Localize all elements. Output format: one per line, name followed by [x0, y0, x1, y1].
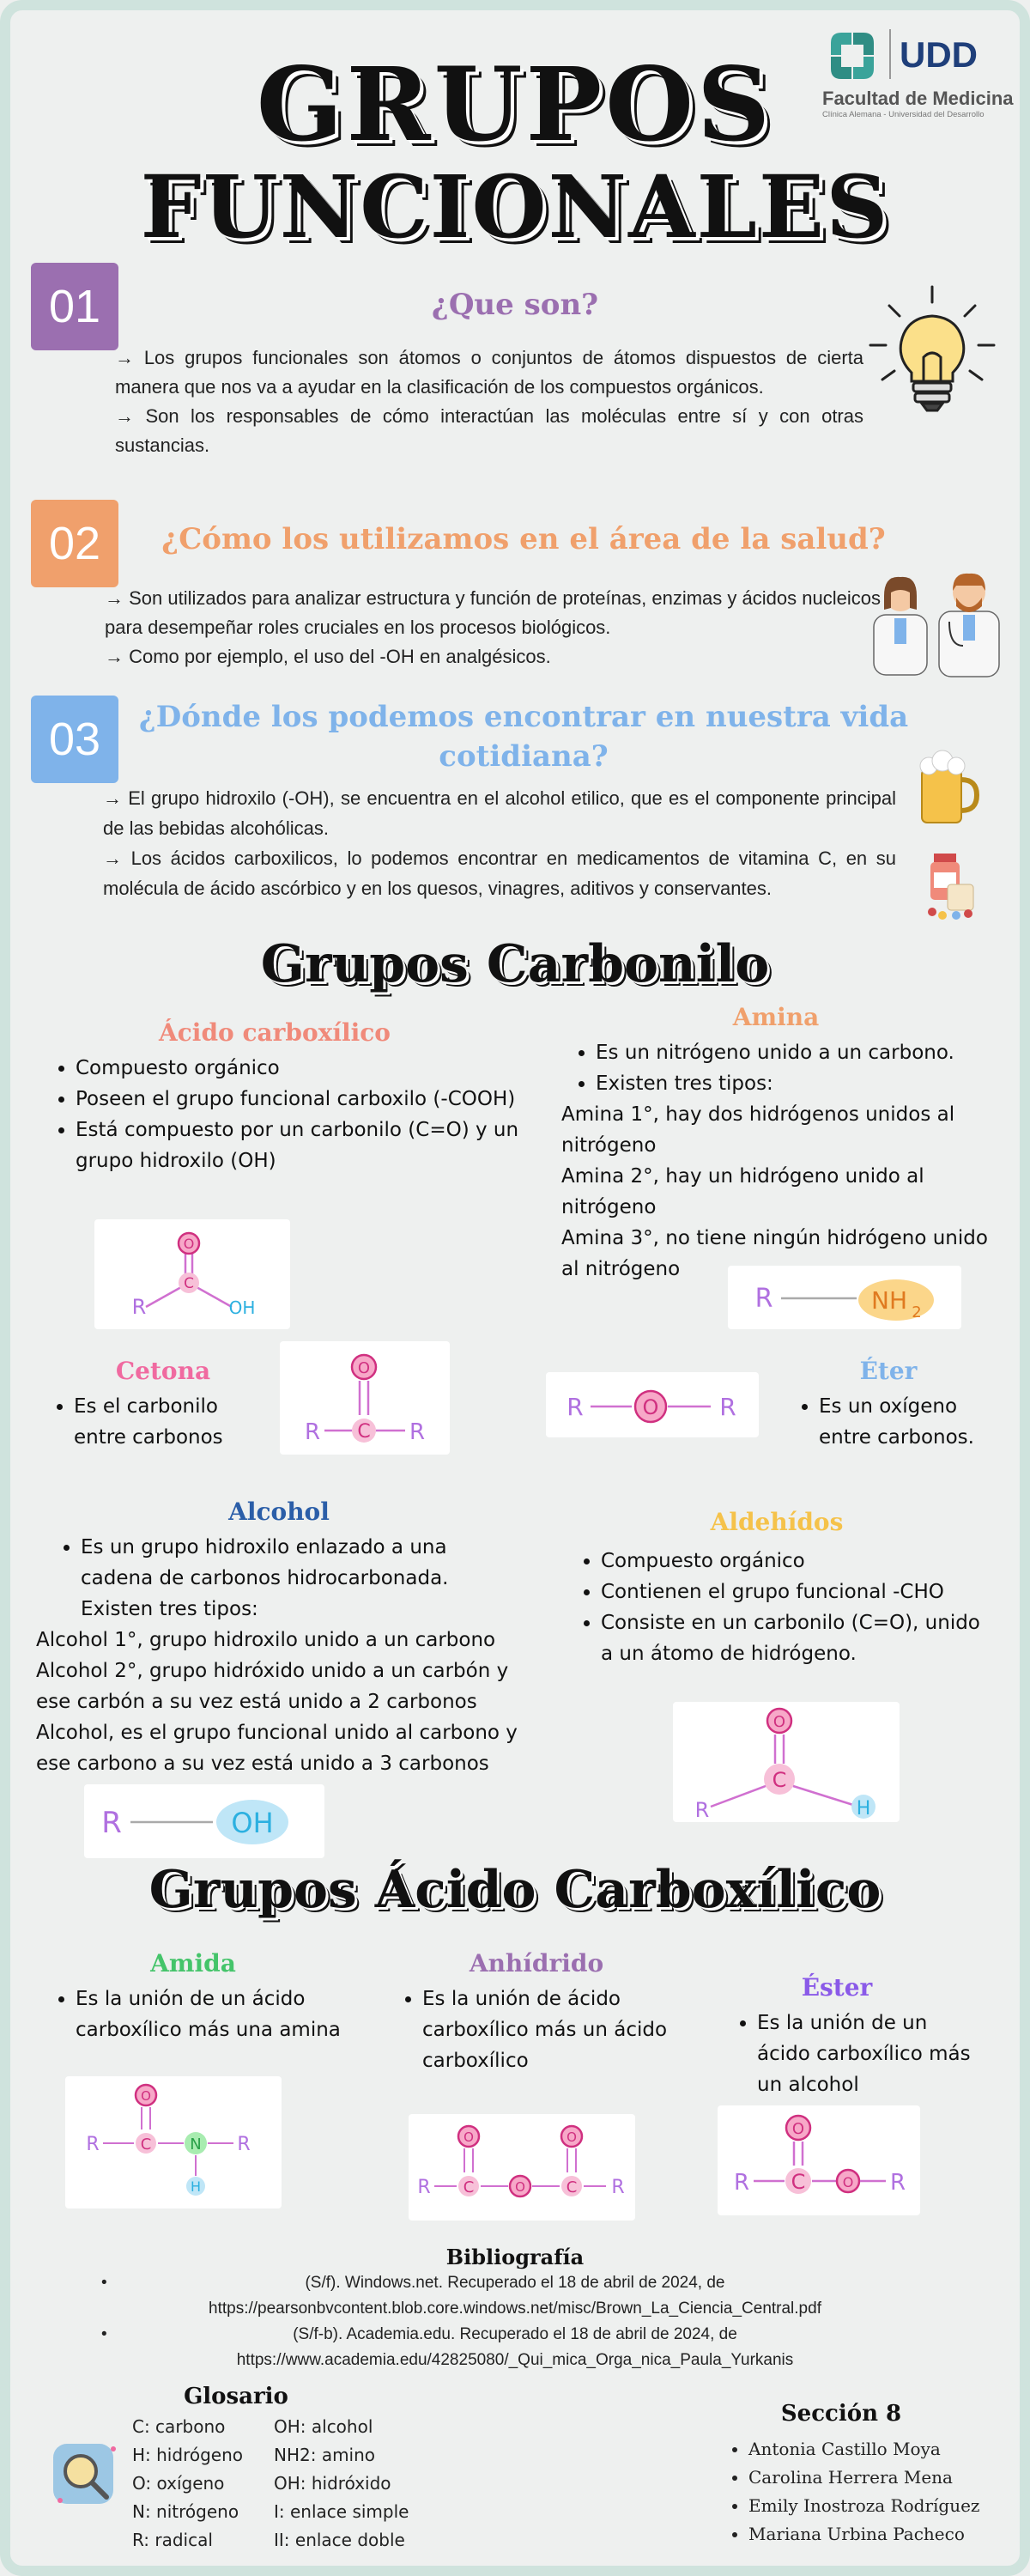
atom-oxygen: O [141, 2088, 151, 2104]
atom-radical: R [131, 1295, 147, 1319]
atom-carbon: C [357, 1421, 371, 1443]
list-item: • Es un grupo hidroxilo enlazado a una cadena de carbonos hidrocarbonada. Existen tres tipos: [81, 1532, 510, 1625]
member-item: • Antonia Castillo Moya [748, 2435, 1015, 2464]
atom-radical: R [86, 2134, 100, 2155]
ester-title: Éster [801, 1973, 873, 2002]
amina-types [561, 1099, 991, 1285]
eter-title: Éter [859, 1357, 918, 1385]
list-item: • Contienen el grupo funcional -CHO [601, 1577, 996, 1607]
bibliografia-title: Bibliografía [445, 2245, 585, 2269]
glosario-row: C: carbono OH: alcohol [132, 2416, 373, 2437]
list-item: • Existen tres tipos: [596, 1068, 991, 1099]
alcohol-type-2: Alcohol 2°, grupo hidróxido unido a un carbón y ese carbón a su vez está unido a 2 carbonos [36, 1660, 509, 1713]
section-number-03: 03 [31, 696, 118, 783]
atom-oxygen: O [566, 2129, 577, 2145]
section-number-02: 02 [31, 500, 118, 587]
amida-list [41, 1984, 367, 2045]
doctors-illustration [867, 567, 1004, 678]
amida-molecule [65, 2076, 282, 2208]
amida-title: Amida [150, 1949, 236, 1978]
atom-amino-subscript: 2 [912, 1303, 922, 1321]
glosario-title: Glosario [184, 2384, 288, 2409]
atom-oxygen: O [515, 2179, 525, 2195]
atom-oxygen: O [357, 1359, 371, 1377]
section-03-paragraph-2: → Los ácidos carboxilicos, lo podemos encontrar en medicamentos de vitamina C, en su molécula de ácido ascórbico y en los quesos, vinagres, aditivos y conservantes. [103, 848, 896, 899]
bibliografia-entry-2: (S/f-b). Academia.edu. Recuperado el 18 de abril de 2024, de https://www.academia.edu/42825080/_Qui_mica_Orga_nica_Paula_Yurkanis [236, 2325, 794, 2369]
glosario-row: H: hidrógeno NH2: amino [132, 2445, 376, 2465]
atom-radical: R [754, 1284, 773, 1314]
atom-carbon: C [772, 1768, 787, 1792]
section-number-01: 01 [31, 263, 118, 350]
list-item: • Está compuesto por un carbonilo (C=O) y un grupo hidroxilo (OH) [76, 1115, 522, 1176]
bibliografia-entry: • (S/f-b). Academia.edu. Recuperado el 18 de abril de 2024, de https://www.academia.edu/42825080/_Qui_mica_Orga_nica_Paula_Yurkanis [86, 2322, 944, 2373]
glosario-row: N: nitrógeno I: enlace simple [132, 2501, 409, 2522]
list-item: • Consiste en un carbonilo (C=O), unido a un átomo de hidrógeno. [601, 1607, 996, 1669]
section-02-paragraph-2: → Como por ejemplo, el uso del -OH en analgésicos. [105, 646, 551, 667]
atom-hydroxyl: OH [228, 1297, 256, 1318]
acido-carboxilico-title: Ácido carboxílico [159, 1018, 391, 1047]
atom-carbon: C [184, 1275, 194, 1292]
list-item: • Es la unión de ácido carboxílico más un ácido carboxílico [422, 1984, 697, 2076]
ester-list [723, 2008, 980, 2100]
aldehidos-molecule [673, 1702, 900, 1822]
alcohol-type-1: Alcohol 1°, grupo hidroxilo unido a un carbono [36, 1629, 496, 1651]
title-line-2: FUNCIONALES [140, 156, 890, 258]
bibliografia-entry-1: (S/f). Windows.net. Recuperado el 18 de abril de 2024, de https://pearsonbvcontent.blob.core.windows.net/misc/Brown_La_Ciencia_Central.pdf [209, 2274, 821, 2318]
eter-molecule [546, 1372, 759, 1437]
alcohol-types [36, 1625, 525, 1779]
amina-type-1: Amina 1°, hay dos hidrógenos unidos al nitrógeno [561, 1103, 955, 1157]
amina-type-2: Amina 2°, hay un hidrógeno unido al nitrógeno [561, 1165, 924, 1218]
list-item: • Es un nitrógeno unido a un carbono. [596, 1037, 991, 1068]
atom-oxygen: O [791, 2120, 805, 2138]
atom-hydrogen: H [190, 2178, 202, 2195]
amina-list [561, 1037, 991, 1099]
section-text-03 [103, 783, 896, 903]
acido-carboxilico-section-title: Grupos Ácido Carboxílico [148, 1860, 882, 1920]
list-item: • Es la unión de un ácido carboxílico más una amina [76, 1984, 367, 2045]
atom-radical: R [566, 1393, 584, 1421]
atom-carbon: C [463, 2178, 475, 2196]
list-item: • Es un oxígeno entre carbonos. [819, 1391, 1008, 1453]
seccion-members [723, 2435, 1015, 2549]
atom-radical: R [101, 1806, 122, 1840]
seccion-title: Sección 8 [780, 2401, 902, 2427]
glosario-list [132, 2413, 424, 2555]
amina-title: Amina [732, 1003, 820, 1031]
bibliografia-entry: • (S/f). Windows.net. Recuperado el 18 de abril de 2024, de https://pearsonbvcontent.blob.core.windows.net/misc/Brown_La_Ciencia_Central.pdf [86, 2270, 944, 2322]
atom-carbon: C [566, 2178, 578, 2196]
title-line-1: GRUPOS [256, 45, 774, 164]
section-title-01: ¿Que son? [431, 288, 599, 322]
aldehidos-title: Aldehídos [710, 1508, 844, 1536]
atom-oxygen: O [642, 1395, 659, 1419]
lightbulb-icon [863, 280, 1001, 417]
alcohol-list [46, 1532, 510, 1625]
cetona-list [39, 1391, 263, 1453]
member-item: • Carolina Herrera Mena [748, 2464, 1015, 2492]
magnifier-icon [45, 2435, 122, 2512]
anhidrido-molecule [409, 2114, 635, 2221]
section-02-paragraph-1: → Son utilizados para analizar estructura y función de proteínas, enzimas y ácidos nucleicos para desempeñar roles cruciales en los procesos biológicos. [105, 587, 881, 638]
cetona-molecule [280, 1341, 450, 1455]
acido-carboxilico-list [41, 1053, 522, 1176]
atom-oxygen: O [464, 2129, 474, 2145]
atom-radical: R [719, 1393, 736, 1421]
glosario-row: R: radical II: enlace doble [132, 2530, 405, 2550]
list-item: • Compuesto orgánico [76, 1053, 522, 1084]
faculty-subtitle: Clínica Alemana - Universidad del Desarrollo [822, 110, 985, 119]
amina-type-3: Amina 3°, no tiene ningún hidrógeno unido al nitrógeno [561, 1227, 988, 1280]
member-item: • Emily Inostroza Rodríguez [748, 2492, 1015, 2520]
amina-molecule [728, 1266, 961, 1329]
list-item: • Poseen el grupo funcional carboxilo (-COOH) [76, 1084, 522, 1115]
medicine-icon [922, 850, 978, 920]
ester-molecule [718, 2105, 920, 2215]
anhidrido-list [388, 1984, 697, 2076]
udd-emblem-icon [822, 26, 882, 86]
atom-amino: NH [871, 1286, 907, 1315]
atom-oxygen: O [183, 1236, 195, 1252]
alcohol-molecule [84, 1784, 324, 1858]
alcohol-title: Alcohol [228, 1498, 330, 1526]
acido-carboxilico-molecule [94, 1219, 290, 1329]
udd-logo-text: UDD [900, 34, 978, 75]
anhidrido-title: Anhídrido [469, 1949, 604, 1978]
section-03-paragraph-1: → El grupo hidroxilo (-OH), se encuentra en el alcohol etilico, que es el componente principal de las bebidas alcohólicas. [103, 787, 896, 839]
udd-logo [822, 26, 1020, 120]
aldehidos-list [566, 1546, 996, 1669]
list-item: • Es la unión de un ácido carboxílico más un alcohol [757, 2008, 980, 2100]
atom-radical: R [889, 2170, 906, 2196]
list-item: • Compuesto orgánico [601, 1546, 996, 1577]
atom-radical: R [409, 1419, 426, 1445]
atom-radical: R [417, 2177, 431, 2198]
atom-oxygen: O [842, 2174, 854, 2190]
list-item: • Es el carbonilo entre carbonos [74, 1391, 263, 1453]
atom-nitrogen: N [190, 2136, 202, 2154]
doctor-man-icon [939, 574, 999, 677]
atom-hydroxyl: OH [231, 1807, 274, 1839]
atom-radical: R [733, 2170, 750, 2196]
atom-carbon: C [140, 2136, 152, 2154]
atom-carbon: C [791, 2170, 806, 2194]
section-text-01 [115, 343, 863, 460]
atom-oxygen: O [772, 1713, 786, 1731]
section-title-02: ¿Cómo los utilizamos en el área de la salud? [161, 522, 886, 556]
faculty-name: Facultad de Medicina [822, 88, 1014, 109]
atom-radical: R [237, 2134, 251, 2155]
atom-hydrogen: H [856, 1798, 871, 1820]
beer-mug-icon [917, 749, 980, 826]
glosario-row: O: oxígeno OH: hidróxido [132, 2473, 391, 2494]
section-text-02 [105, 584, 881, 671]
cetona-title: Cetona [115, 1357, 211, 1385]
atom-radical: R [304, 1419, 321, 1445]
atom-radical: R [611, 2177, 625, 2198]
atom-radical: R [694, 1798, 710, 1822]
section-01-paragraph-1: → Los grupos funcionales son átomos o conjuntos de átomos dispuestos de cierta manera que nos va a ayudar en la clasificación de los compuestos orgánicos. [115, 347, 863, 398]
doctor-woman-icon [874, 577, 927, 675]
section-title-03: ¿Dónde los podemos encontrar en nuestra vida cotidiana? [138, 700, 909, 774]
member-item: • Mariana Urbina Pacheco [748, 2520, 1015, 2549]
section-01-paragraph-2: → Son los responsables de cómo interactúan las moléculas entre sí y con otras sustancias. [115, 405, 863, 456]
eter-list [785, 1391, 1008, 1453]
alcohol-type-3: Alcohol, es el grupo funcional unido al carbono y ese carbono a su vez está unido a 3 carbonos [36, 1722, 518, 1775]
carbonilo-section-title: Grupos Carbonilo [260, 934, 770, 994]
